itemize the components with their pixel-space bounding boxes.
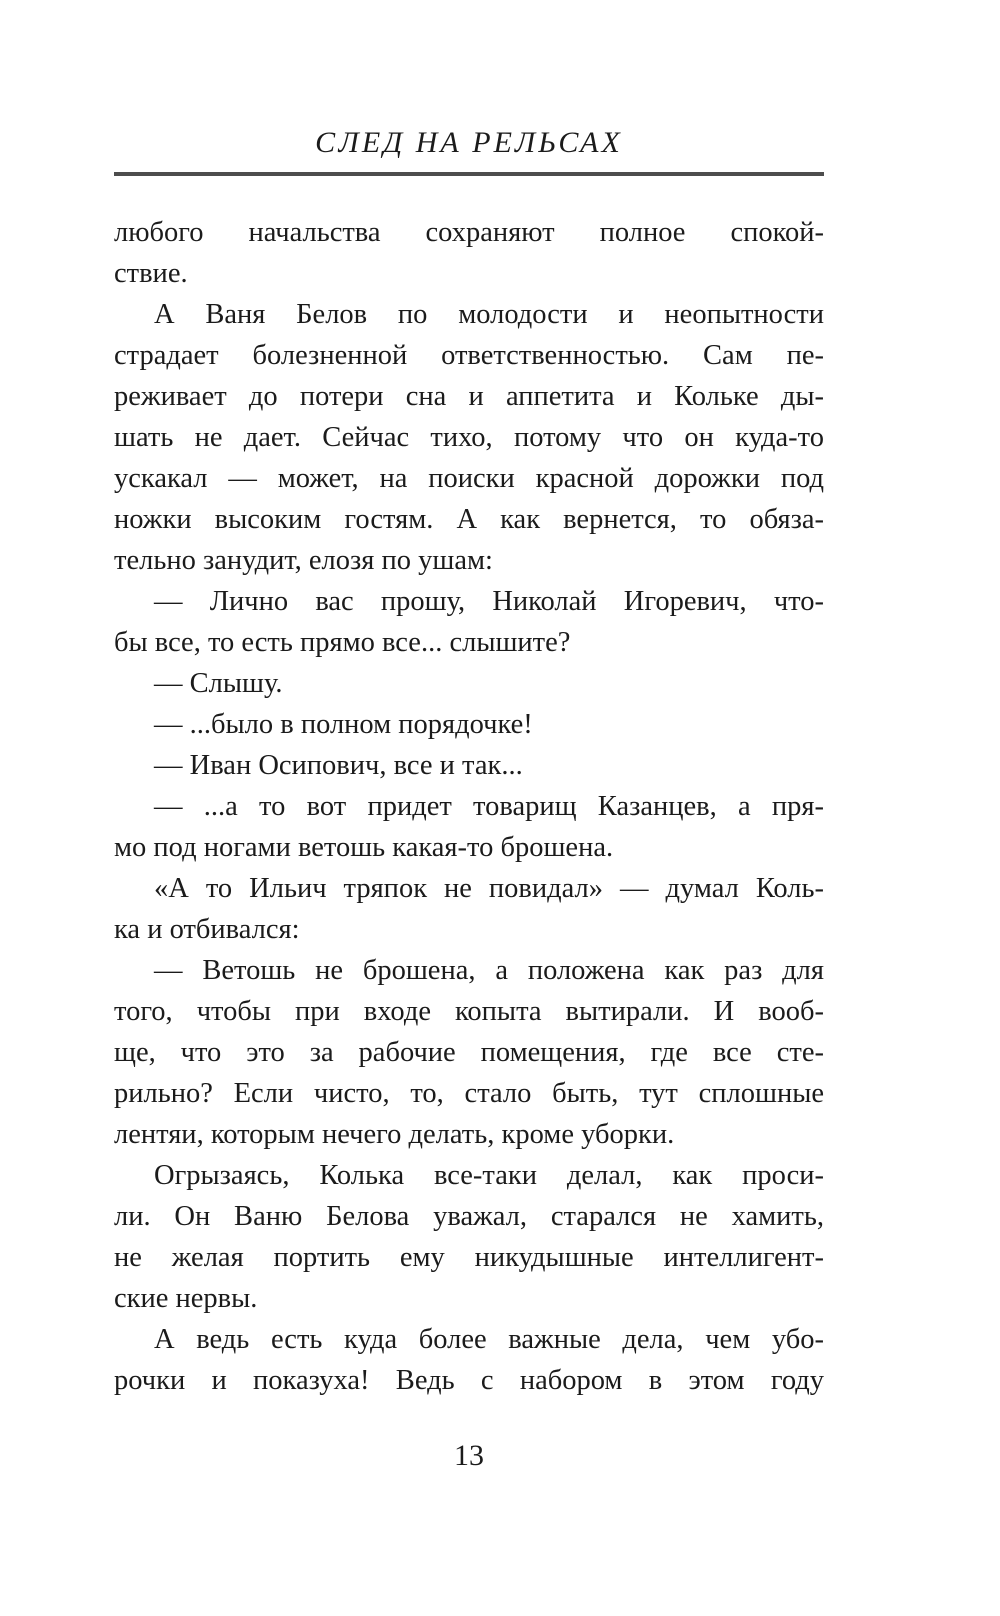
text-line: не желая портить ему никудышные интеллигент- (114, 1242, 824, 1273)
text-line: бы все, то есть прямо все... слышите? (114, 627, 571, 658)
text-line: рильно? Если чисто, то, стало быть, тут сплошные (114, 1078, 824, 1109)
page-header (114, 126, 824, 176)
paragraph (114, 786, 824, 868)
paragraph (114, 212, 824, 294)
paragraph (114, 745, 824, 786)
text-line: ще, что это за рабочие помещения, где все сте- (114, 1037, 824, 1068)
body-text (114, 212, 824, 1401)
text-line: — ...было в полном порядочке! (154, 709, 533, 740)
paragraph (114, 663, 824, 704)
paragraph (114, 868, 824, 950)
text-line: тельно занудит, елозя по ушам: (114, 545, 493, 576)
text-line: — ...а то вот придет товарищ Казанцев, а пря- (154, 791, 824, 822)
text-line: мо под ногами ветошь какая-то брошена. (114, 832, 614, 863)
text-line: ли. Он Ваню Белова уважал, старался не хамить, (114, 1201, 824, 1232)
paragraph (114, 950, 824, 1155)
text-line: рочки и показуха! Ведь с набором в этом году (114, 1365, 824, 1396)
text-line: любого начальства сохраняют полное спокой- (114, 217, 824, 248)
text-line: Огрызаясь, Колька все-таки делал, как проси- (154, 1160, 824, 1191)
text-line: ка и отбивался: (114, 914, 300, 945)
page-footer (114, 1438, 824, 1474)
paragraph (114, 294, 824, 581)
header-rule (114, 172, 824, 176)
text-line: — Слышу. (154, 668, 283, 699)
text-line: — Иван Осипович, все и так... (154, 750, 523, 781)
text-line: ствие. (114, 258, 188, 289)
running-title: СЛЕД НА РЕЛЬСАХ (315, 126, 623, 159)
text-line: ускакал — может, на поиски красной дорожки под (114, 463, 824, 494)
text-line: страдает болезненной ответственностью. Сам пе- (114, 340, 824, 371)
paragraph (114, 704, 824, 745)
text-line: реживает до потери сна и аппетита и Кольке ды- (114, 381, 824, 412)
text-line: — Лично вас прошу, Николай Игоревич, что- (154, 586, 824, 617)
page-number: 13 (454, 1439, 484, 1472)
text-line: А Ваня Белов по молодости и неопытности (154, 299, 824, 330)
text-line: А ведь есть куда более важные дела, чем убо- (154, 1324, 824, 1355)
text-line: лентяи, которым нечего делать, кроме уборки. (114, 1119, 675, 1150)
paragraph (114, 1319, 824, 1401)
text-line: шать не дает. Сейчас тихо, потому что он куда-то (114, 422, 824, 453)
text-line: ские нервы. (114, 1283, 258, 1314)
text-line: того, чтобы при входе копыта вытирали. И вооб- (114, 996, 824, 1027)
text-line: ножки высоким гостям. А как вернется, то обяза- (114, 504, 824, 535)
paragraph (114, 1155, 824, 1319)
paragraph (114, 581, 824, 663)
text-line: — Ветошь не брошена, а положена как раз для (154, 955, 824, 986)
text-line: «А то Ильич тряпок не повидал» — думал Коль- (154, 873, 824, 904)
